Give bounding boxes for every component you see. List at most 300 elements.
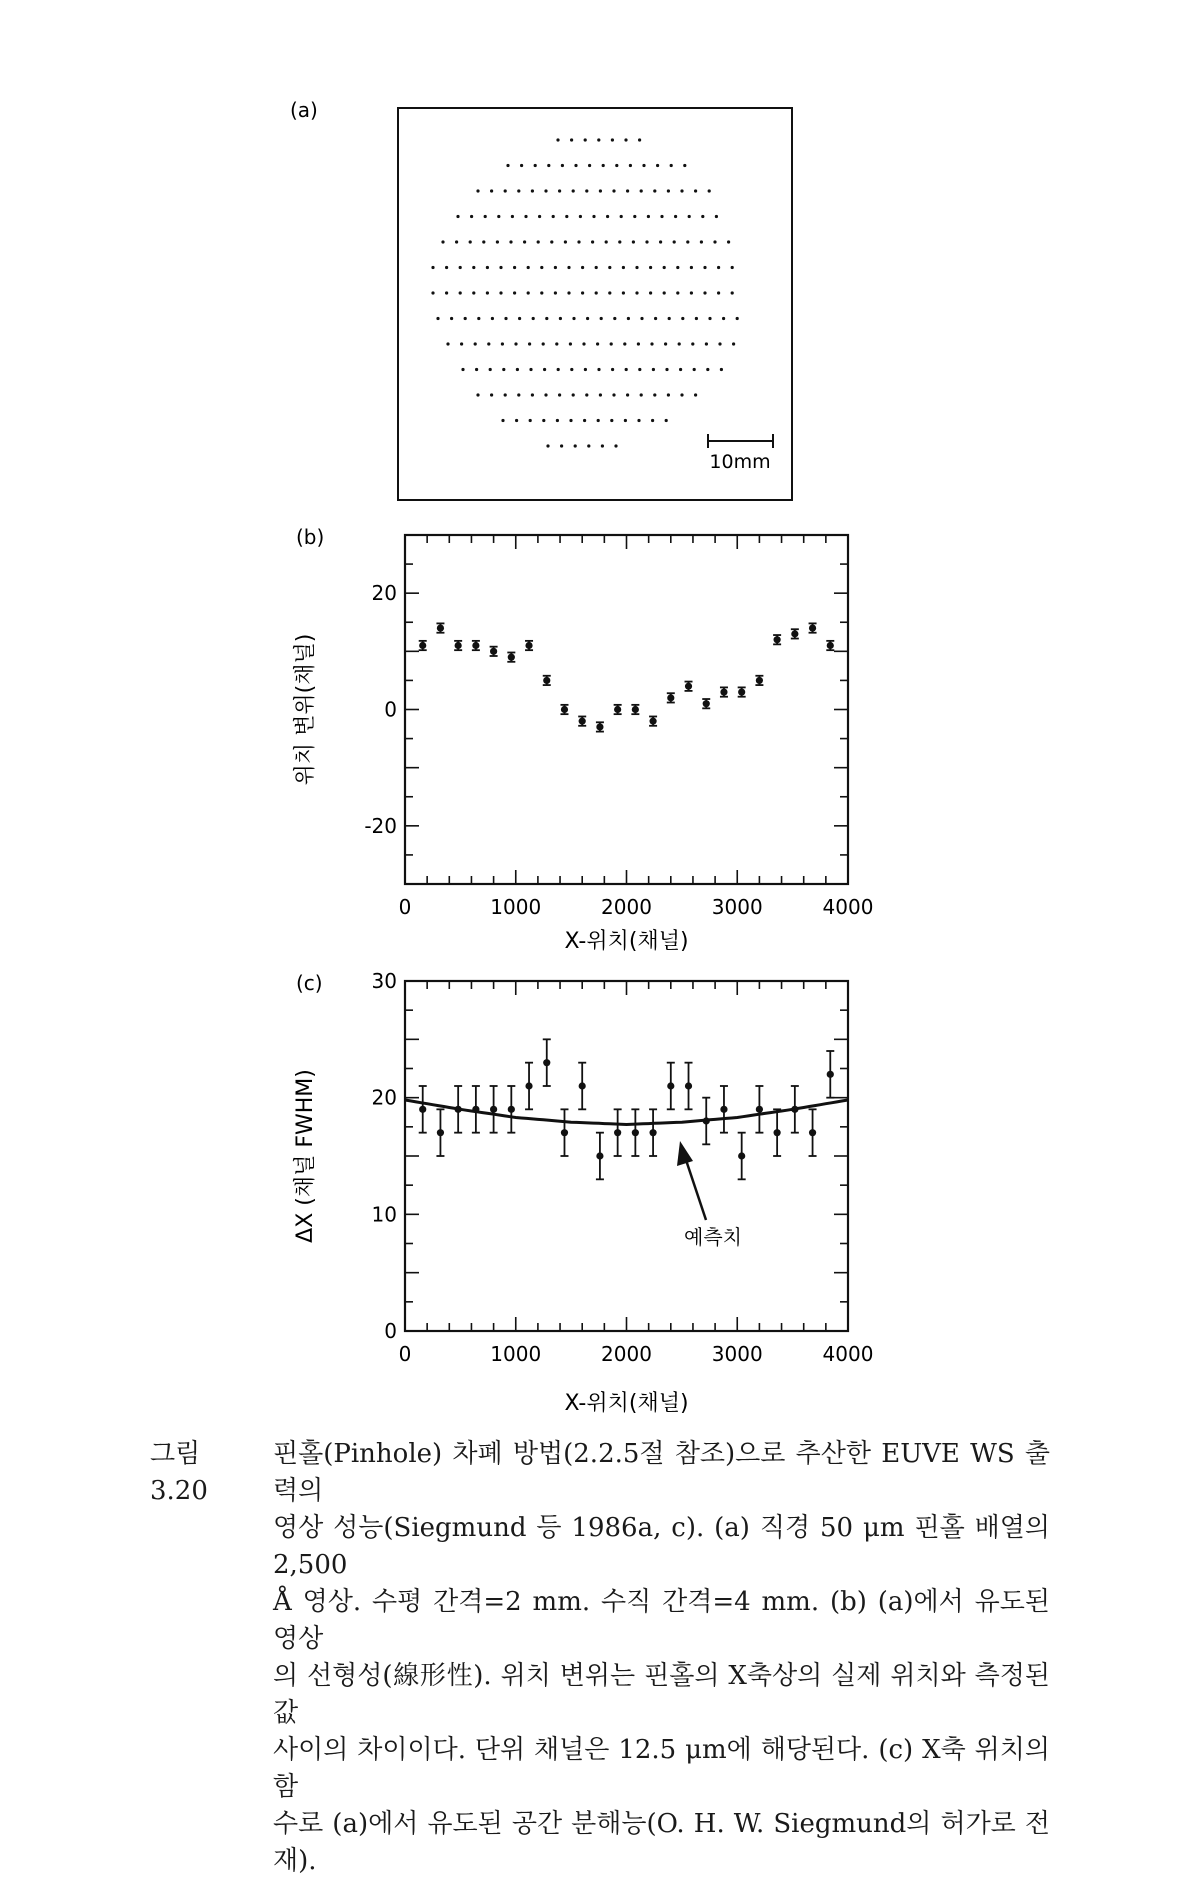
pinhole-dot <box>720 368 723 371</box>
caption-line: 영상 성능(Siegmund 등 1986a, c). (a) 직경 50 μm 핀홀 배열의 2,500 <box>273 1513 1050 1580</box>
pinhole-dot <box>703 266 706 269</box>
pinhole-dot <box>606 215 609 218</box>
pinhole-dot <box>459 291 462 294</box>
pinhole-dot <box>605 240 608 243</box>
pinhole-dot <box>649 266 652 269</box>
pinhole-dot <box>623 342 626 345</box>
data-point <box>543 677 550 684</box>
pinhole-dot <box>653 189 656 192</box>
pinhole-dot <box>585 189 588 192</box>
pinhole-dot <box>651 419 654 422</box>
pinhole-dot <box>706 368 709 371</box>
pinhole-dot <box>632 240 635 243</box>
pinhole-dot <box>731 266 734 269</box>
pinhole-dot <box>460 342 463 345</box>
caption-line: 의 선형성(線形性). 위치 변위는 핀홀의 X축상의 실제 위치와 측정된 값 <box>273 1661 1050 1728</box>
pinhole-dot <box>476 189 479 192</box>
pinhole-dot <box>527 266 530 269</box>
data-point <box>738 688 745 695</box>
pinhole-dot <box>506 164 509 167</box>
pinhole-dot <box>569 342 572 345</box>
pinhole-dot <box>608 291 611 294</box>
pinhole-dot <box>679 368 682 371</box>
data-point <box>561 1129 568 1136</box>
x-tick-label: 4000 <box>822 1342 874 1366</box>
pinhole-dot <box>640 393 643 396</box>
pinhole-dot <box>502 368 505 371</box>
y-axis-label: ΔX (채널 FWHM) <box>293 1069 318 1243</box>
pinhole-dot <box>676 291 679 294</box>
pinhole-dot <box>649 291 652 294</box>
pinhole-dot <box>486 266 489 269</box>
pinhole-dot <box>455 240 458 243</box>
data-point <box>419 1106 426 1113</box>
pinhole-dot <box>534 164 537 167</box>
pinhole-dot <box>610 419 613 422</box>
pinhole-dot <box>524 215 527 218</box>
data-point <box>720 1106 727 1113</box>
pinhole-dot <box>476 393 479 396</box>
pinhole-dot <box>446 342 449 345</box>
data-point <box>791 630 798 637</box>
data-point <box>809 624 816 631</box>
caption-text <box>273 1436 1050 1880</box>
pinhole-dot <box>496 240 499 243</box>
panel-c <box>293 969 873 1416</box>
pinhole-dot <box>557 368 560 371</box>
data-point <box>738 1152 745 1159</box>
pinhole-dot <box>654 317 657 320</box>
x-tick-label: 2000 <box>601 1342 652 1366</box>
pinhole-dot <box>690 266 693 269</box>
pinhole-dot <box>640 189 643 192</box>
pinhole-dot <box>614 444 617 447</box>
pinhole-dot <box>436 317 439 320</box>
pinhole-dot <box>622 266 625 269</box>
pinhole-dot <box>597 138 600 141</box>
x-axis-label: X-위치(채널) <box>564 1391 689 1416</box>
pinhole-dot <box>582 342 585 345</box>
pinhole-dot <box>624 419 627 422</box>
pinhole-dot <box>629 164 632 167</box>
pinhole-dot <box>517 393 520 396</box>
pinhole-dot <box>561 164 564 167</box>
pinhole-dot <box>431 266 434 269</box>
pinhole-dot <box>504 317 507 320</box>
pinhole-dot <box>586 317 589 320</box>
y-tick-label: 0 <box>384 697 397 722</box>
pinhole-dot <box>610 342 613 345</box>
data-point <box>490 1106 497 1113</box>
data-point <box>419 642 426 649</box>
data-point <box>490 648 497 655</box>
pinhole-dot <box>546 444 549 447</box>
data-point <box>720 688 727 695</box>
pinhole-dot <box>529 419 532 422</box>
pinhole-dot <box>490 393 493 396</box>
x-tick-label: 4000 <box>822 895 874 919</box>
panel-b-label: (b) <box>296 525 325 549</box>
pinhole-dot <box>499 266 502 269</box>
pinhole-dot <box>482 240 485 243</box>
pinhole-dot <box>597 419 600 422</box>
pinhole-dot <box>678 342 681 345</box>
pinhole-dot <box>717 266 720 269</box>
data-point <box>667 694 674 701</box>
pinhole-dot <box>608 266 611 269</box>
pinhole-dot <box>674 215 677 218</box>
pinhole-dot <box>667 189 670 192</box>
pinhole-dot <box>652 368 655 371</box>
data-point <box>596 723 603 730</box>
data-point <box>455 1106 462 1113</box>
pinhole-dot <box>523 240 526 243</box>
y-tick-label: 30 <box>371 969 397 993</box>
data-point <box>508 1106 515 1113</box>
pinhole-dot <box>615 164 618 167</box>
pinhole-dot <box>529 368 532 371</box>
pinhole-dot <box>540 291 543 294</box>
pinhole-dot <box>504 393 507 396</box>
pinhole-dot <box>736 317 739 320</box>
pinhole-dot <box>680 393 683 396</box>
pinhole-dot <box>499 291 502 294</box>
pinhole-dot <box>585 393 588 396</box>
pinhole-dot <box>474 342 477 345</box>
pinhole-dot <box>558 189 561 192</box>
pinhole-dot <box>701 215 704 218</box>
pinhole-dot <box>504 189 507 192</box>
pinhole-dot <box>612 393 615 396</box>
pinhole-dot <box>660 215 663 218</box>
caption-line: Å 영상. 수평 간격=2 mm. 수직 간격=4 mm. (b) (a)에서 유도된 영상 <box>273 1587 1050 1654</box>
pinhole-dot <box>611 368 614 371</box>
pinhole-dot <box>472 266 475 269</box>
pinhole-dot <box>558 393 561 396</box>
pinhole-dot <box>618 240 621 243</box>
pinhole-dot <box>572 317 575 320</box>
pinhole-dot <box>469 240 472 243</box>
pinhole-dot <box>620 215 623 218</box>
pinhole-dot <box>638 368 641 371</box>
pinhole-dot <box>527 291 530 294</box>
pinhole-dot <box>572 393 575 396</box>
x-tick-label: 2000 <box>601 895 652 919</box>
pinhole-dot <box>601 444 604 447</box>
pinhole-dot <box>588 164 591 167</box>
pinhole-dot <box>545 317 548 320</box>
pinhole-dot <box>497 215 500 218</box>
pinhole-dot <box>613 317 616 320</box>
scale-bar-label: 10mm <box>709 451 771 473</box>
prediction-arrow-shaft <box>686 1160 706 1220</box>
pinhole-dot <box>567 291 570 294</box>
pinhole-dot <box>670 164 673 167</box>
panel-b <box>293 525 873 954</box>
pinhole-dot <box>516 368 519 371</box>
data-point <box>437 624 444 631</box>
pinhole-dot <box>717 291 720 294</box>
data-point <box>685 1082 692 1089</box>
pinhole-dot <box>475 368 478 371</box>
pinhole-dot <box>511 215 514 218</box>
pinhole-dot <box>680 189 683 192</box>
pinhole-dot <box>570 138 573 141</box>
y-axis-label: 위치 변위(채널) <box>293 633 318 786</box>
pinhole-dot <box>642 164 645 167</box>
pinhole-dot <box>595 291 598 294</box>
y-tick-label: 10 <box>371 1202 397 1227</box>
pinhole-dot <box>691 342 694 345</box>
pinhole-dot <box>688 215 691 218</box>
pinhole-dot <box>544 189 547 192</box>
pinhole-dot <box>559 317 562 320</box>
pinhole-dot <box>676 266 679 269</box>
pinhole-dot <box>731 291 734 294</box>
pinhole-dot <box>459 266 462 269</box>
pinhole-dot <box>450 317 453 320</box>
data-point <box>472 1106 479 1113</box>
pinhole-dot <box>637 342 640 345</box>
pinhole-dot <box>567 266 570 269</box>
pinhole-dot <box>542 342 545 345</box>
caption-line: 사이의 차이이다. 단위 채널은 12.5 μm에 해당된다. (c) X축 위치의 함 <box>273 1735 1050 1802</box>
prediction-annotation: 예측치 <box>684 1225 742 1249</box>
pinhole-dot <box>531 393 534 396</box>
data-point <box>614 1129 621 1136</box>
data-point <box>774 1129 781 1136</box>
pinhole-dot <box>665 419 668 422</box>
pinhole-dot <box>668 317 671 320</box>
pinhole-dot <box>445 291 448 294</box>
pinhole-dot <box>718 342 721 345</box>
pinhole-dot <box>555 342 558 345</box>
pinhole-dot <box>597 368 600 371</box>
pinhole-dot <box>599 189 602 192</box>
pinhole-dot <box>705 342 708 345</box>
pinhole-dot <box>638 138 641 141</box>
pinhole-dot <box>487 342 490 345</box>
pinhole-dot <box>600 317 603 320</box>
pinhole-dot <box>659 240 662 243</box>
pinhole-dot <box>708 317 711 320</box>
pinhole-dot <box>695 317 698 320</box>
pinhole-dot <box>700 240 703 243</box>
x-tick-label: 3000 <box>711 1342 763 1366</box>
pinhole-dot <box>637 419 640 422</box>
data-point <box>827 642 834 649</box>
data-point <box>649 718 656 725</box>
plot-frame <box>405 981 848 1331</box>
pinhole-dot <box>464 317 467 320</box>
pinhole-dot <box>554 266 557 269</box>
data-point <box>791 1106 798 1113</box>
pinhole-dot <box>532 317 535 320</box>
data-point <box>756 1106 763 1113</box>
pinhole-dot <box>587 444 590 447</box>
pinhole-dot <box>445 266 448 269</box>
x-tick-label: 0 <box>398 1342 412 1366</box>
pinhole-dot <box>727 240 730 243</box>
pinhole-dot-array <box>431 138 738 447</box>
data-point <box>827 1071 834 1078</box>
pinhole-dot <box>656 164 659 167</box>
data-point <box>632 1129 639 1136</box>
y-tick-label: 20 <box>371 1085 397 1110</box>
pinhole-dot <box>520 164 523 167</box>
pinhole-dot <box>626 393 629 396</box>
pinhole-dot <box>664 342 667 345</box>
pinhole-dot <box>663 266 666 269</box>
pinhole-dot <box>650 342 653 345</box>
pinhole-dot <box>690 291 693 294</box>
pinhole-dot <box>531 189 534 192</box>
pinhole-dot <box>509 240 512 243</box>
pinhole-dot <box>486 291 489 294</box>
pinhole-dot <box>683 164 686 167</box>
pinhole-dot <box>537 240 540 243</box>
pinhole-dot <box>501 419 504 422</box>
x-tick-label: 1000 <box>490 895 542 919</box>
data-point <box>508 654 515 661</box>
plot-frame <box>405 535 848 884</box>
pinhole-dot <box>732 342 735 345</box>
x-axis-label: X-위치(채널) <box>564 929 689 954</box>
pinhole-dot <box>627 317 630 320</box>
pinhole-dot <box>602 164 605 167</box>
pinhole-dot <box>596 342 599 345</box>
pinhole-dot <box>663 291 666 294</box>
pinhole-dot <box>579 215 582 218</box>
data-point <box>437 1129 444 1136</box>
pinhole-dot <box>489 368 492 371</box>
pinhole-dot <box>484 215 487 218</box>
pinhole-dot <box>625 368 628 371</box>
data-point <box>543 1059 550 1066</box>
pinhole-dot <box>611 138 614 141</box>
pinhole-dot <box>470 215 473 218</box>
data-point <box>561 706 568 713</box>
pinhole-dot <box>501 342 504 345</box>
pinhole-dot <box>599 393 602 396</box>
pinhole-dot <box>681 317 684 320</box>
pinhole-dot <box>633 215 636 218</box>
pinhole-dot <box>624 138 627 141</box>
pinhole-dot <box>673 240 676 243</box>
pinhole-dot <box>543 368 546 371</box>
pinhole-dot <box>584 138 587 141</box>
pinhole-dot <box>722 317 725 320</box>
pinhole-dot <box>686 240 689 243</box>
x-tick-label: 0 <box>398 895 412 919</box>
pinhole-dot <box>708 189 711 192</box>
pinhole-dot <box>550 240 553 243</box>
pinhole-dot <box>540 266 543 269</box>
data-point <box>756 677 763 684</box>
pinhole-dot <box>635 291 638 294</box>
data-point <box>596 1152 603 1159</box>
pinhole-dot <box>514 342 517 345</box>
data-point <box>685 683 692 690</box>
pinhole-dot <box>564 240 567 243</box>
pinhole-dot <box>584 368 587 371</box>
pinhole-dot <box>441 240 444 243</box>
pinhole-dot <box>574 444 577 447</box>
pinhole-dot <box>542 419 545 422</box>
data-point <box>703 1117 710 1124</box>
pinhole-dot <box>569 419 572 422</box>
data-point <box>632 706 639 713</box>
pinhole-dot <box>517 189 520 192</box>
pinhole-dot <box>456 215 459 218</box>
caption-line: 수로 (a)에서 유도된 공간 분해능(O. H. W. Siegmund의 허가로 전재). <box>273 1809 1050 1876</box>
pinhole-dot <box>570 368 573 371</box>
pinhole-dot <box>581 266 584 269</box>
pinhole-dot <box>653 393 656 396</box>
data-point <box>579 1082 586 1089</box>
prediction-arrow-head <box>677 1141 693 1166</box>
pinhole-dot <box>694 189 697 192</box>
pinhole-dot <box>556 138 559 141</box>
panel-a-label: (a) <box>290 98 318 122</box>
panel-a <box>290 98 792 500</box>
pinhole-dot <box>713 240 716 243</box>
pinhole-dot <box>552 215 555 218</box>
data-point <box>649 1129 656 1136</box>
pinhole-dot <box>556 419 559 422</box>
pinhole-dot <box>554 291 557 294</box>
pinhole-dot <box>667 393 670 396</box>
pinhole-dot <box>472 291 475 294</box>
pinhole-dot <box>715 215 718 218</box>
pinhole-dot <box>490 189 493 192</box>
pinhole-dot <box>547 164 550 167</box>
pinhole-dot <box>577 240 580 243</box>
pinhole-dot <box>640 317 643 320</box>
panel-c-label: (c) <box>296 971 323 995</box>
pinhole-dot <box>572 189 575 192</box>
caption-line: 핀홀(Pinhole) 차폐 방법(2.2.5절 참조)으로 추산한 EUVE WS 출력의 <box>273 1439 1050 1506</box>
resolution-plot <box>293 969 873 1416</box>
data-point <box>614 706 621 713</box>
pinhole-dot <box>665 368 668 371</box>
pinhole-dot <box>592 215 595 218</box>
pinhole-dot <box>626 189 629 192</box>
data-point <box>472 642 479 649</box>
y-tick-label: 0 <box>384 1319 397 1343</box>
pinhole-dot <box>431 291 434 294</box>
pinhole-dot <box>581 291 584 294</box>
pinhole-dot <box>538 215 541 218</box>
pinhole-dot <box>518 317 521 320</box>
pinhole-dot <box>635 266 638 269</box>
prediction-curve <box>405 1100 848 1125</box>
pinhole-dot <box>461 368 464 371</box>
pinhole-dot <box>595 266 598 269</box>
pinhole-dot <box>513 266 516 269</box>
data-point <box>703 700 710 707</box>
pinhole-dot <box>560 444 563 447</box>
data-point <box>809 1129 816 1136</box>
pinhole-dot <box>477 317 480 320</box>
pinhole-dot <box>574 164 577 167</box>
x-tick-label: 3000 <box>711 895 763 919</box>
linearity-plot <box>293 535 873 954</box>
pinhole-dot <box>528 342 531 345</box>
data-point <box>579 718 586 725</box>
pinhole-dot <box>591 240 594 243</box>
x-tick-label: 1000 <box>490 1342 542 1366</box>
